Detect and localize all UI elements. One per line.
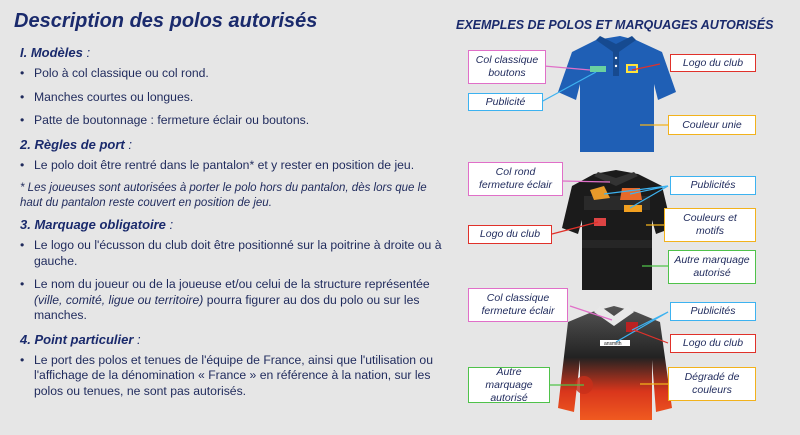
list-item: • Polo à col classique ou col rond. [20,66,444,82]
label-publicites: Publicités [670,176,756,195]
examples-title: EXEMPLES DE POLOS ET MARQUAGES AUTORISÉS [456,18,774,32]
label-logo-club: Logo du club [468,225,552,244]
page-title: Description des polos autorisés [14,10,318,32]
label-couleur-unie: Couleur unie [668,115,756,135]
footnote: * Les joueuses sont autorisées à porter le polo hors du pantalon, dès lors que le haut du pantalon reste couvert en position de jeu. [20,182,427,209]
shirt-sponsor-text: ansmith [604,341,622,347]
list-item: • Le polo doit être rentré dans le pantalon* et y rester en position de jeu. [20,158,444,174]
section-heading-text: 3. Marquage obligatoire [20,217,166,232]
heading-colon: : [133,331,141,347]
label-logo-club: Logo du club [670,54,756,72]
section-heading-text: 2. Règles de port [20,136,125,152]
blue-polo-shirt [558,36,676,152]
label-autre-marquage: Autre marquage autorisé [668,250,756,284]
bullet-text: Le nom du joueur ou de la joueuse et/ou celui de la structure représentée [34,277,430,291]
bullet-text: pourra figurer au dos du polo ou sur les manches. [34,292,420,322]
bullet-italic: (ville, comité, ligue ou territoire) [34,292,204,307]
label-publicites: Publicités [670,302,756,321]
label-autre-marquage: Autre marquage autorisé [468,367,550,403]
section-heading-text: I. Modèles [20,45,83,60]
list-item: • Le port des polos et tenues de l'équipe de France, ainsi que l'utilisation ou l'affichage de la dénomination « France » en référence à la nation, sur les polos ou tenues, ne sont pas autorisés. [20,353,444,400]
label-degrade: Dégradé de couleurs [668,367,756,401]
label-col-classique-eclair: Col classique fermeture éclair [468,288,568,322]
label-col-rond-eclair: Col rond fermeture éclair [468,162,563,196]
list-item: • Patte de boutonnage : fermeture éclair ou boutons. [20,113,444,129]
section-heading-text: 4. Point particulier [20,331,134,347]
label-logo-club: Logo du club [670,334,756,353]
label-couleurs-motifs: Couleurs et motifs [664,208,756,242]
list-item: • Manches courtes ou longues. [20,90,444,106]
heading-colon: : [124,136,132,152]
label-publicite: Publicité [468,93,543,111]
list-item: • Le logo ou l'écusson du club doit être positionné sur la poitrine à droite ou à gauche. [20,238,444,269]
heading-colon: : [165,217,174,232]
label-col-classique-boutons: Col classique boutons [468,50,546,84]
gradient-polo-shirt [558,306,672,420]
heading-colon: : [82,45,91,60]
